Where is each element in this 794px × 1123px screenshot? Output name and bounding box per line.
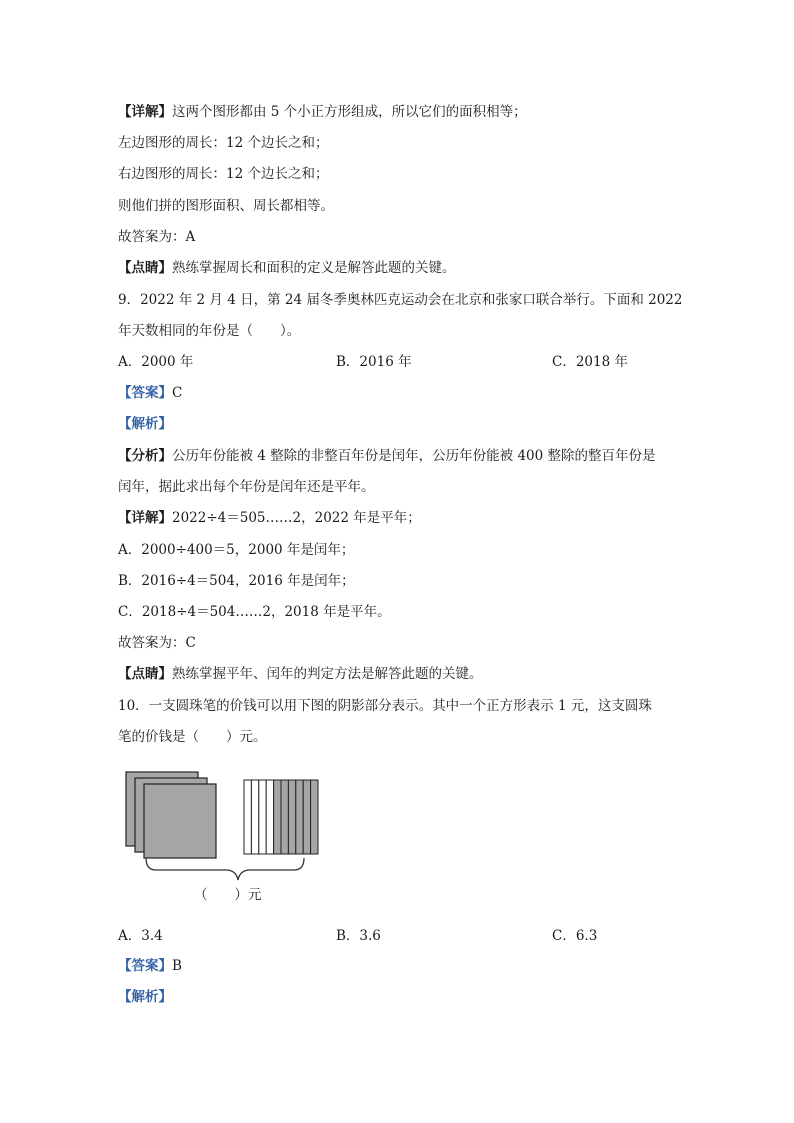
q9-detail-a: A．2000÷400＝5，2000 年是闰年； bbox=[118, 542, 355, 558]
tenth-column bbox=[281, 780, 288, 854]
q10-answer bbox=[118, 956, 182, 976]
tenth-column bbox=[244, 780, 251, 854]
price-figure bbox=[118, 766, 338, 906]
comment-text: 熟练掌握周长和面积的定义是解答此题的关键。 bbox=[172, 260, 456, 276]
q9-option-c: C．2018 年 bbox=[552, 354, 628, 370]
detail-text: 这两个图形都由 5 个小正方形组成，所以它们的面积相等； bbox=[172, 104, 527, 120]
analysis-text: 公历年份能被 4 整除的非整百年份是闰年，公历年份能被 400 整除的整百年份是 bbox=[172, 448, 656, 464]
q9-jiexi: 【解析】 bbox=[118, 416, 172, 432]
q10-option-a: A．3.4 bbox=[118, 928, 163, 944]
tag-comment: 【点睛】 bbox=[118, 260, 172, 276]
answer-value: C bbox=[172, 385, 183, 401]
q9-analysis-1 bbox=[118, 446, 656, 466]
q9-answer bbox=[118, 383, 182, 403]
q10-option-c: C．6.3 bbox=[552, 928, 598, 944]
question-10-line-2: 笔的价钱是（ ）元。 bbox=[118, 729, 267, 745]
q10-option-b: B．3.6 bbox=[336, 928, 381, 944]
question-10-line-1: 10．一支圆珠笔的价钱可以用下图的阴影部分表示。其中一个正方形表示 1 元，这支圆珠 bbox=[118, 698, 652, 714]
tag-detail-9: 【详解】 bbox=[118, 510, 172, 526]
line-detail-1 bbox=[118, 102, 527, 122]
tag-comment-9: 【点睛】 bbox=[118, 666, 172, 682]
q10-jiexi: 【解析】 bbox=[118, 989, 172, 1005]
tenth-column bbox=[274, 780, 281, 854]
q9-analysis-2: 闰年，据此求出每个年份是闰年还是平年。 bbox=[118, 479, 375, 495]
comment-9-text: 熟练掌握平年、闰年的判定方法是解答此题的关键。 bbox=[172, 666, 483, 682]
tag-detail: 【详解】 bbox=[118, 104, 172, 120]
answer-value-10: B bbox=[172, 958, 182, 974]
tenth-column bbox=[296, 780, 303, 854]
line-comment-prev bbox=[118, 258, 456, 278]
question-9-line-1: 9．2022 年 2 月 4 日，第 24 届冬季奥林匹克运动会在北京和张家口联合举行。下面和 2022 bbox=[118, 292, 683, 308]
answer-label-10: 【答案】 bbox=[118, 958, 172, 974]
tenth-column bbox=[251, 780, 258, 854]
q9-option-a: A．2000 年 bbox=[118, 354, 194, 370]
figure-caption: （ ）元 bbox=[194, 887, 262, 903]
q9-comment bbox=[118, 664, 483, 684]
detail-9-text: 2022÷4＝505……2，2022 年是平年； bbox=[172, 510, 421, 526]
q9-detail-b: B．2016÷4＝504，2016 年是闰年； bbox=[118, 573, 355, 589]
q9-option-b: B．2016 年 bbox=[336, 354, 412, 370]
tenth-column bbox=[259, 780, 266, 854]
q9-detail bbox=[118, 508, 421, 528]
line-conclusion: 则他们拼的图形面积、周长都相等。 bbox=[118, 198, 334, 214]
tenth-column bbox=[288, 780, 295, 854]
tenth-column bbox=[303, 780, 310, 854]
tenth-column bbox=[266, 780, 273, 854]
line-answer-prev: 故答案为：A bbox=[118, 229, 196, 245]
tenths-strip bbox=[244, 780, 318, 854]
answer-label: 【答案】 bbox=[118, 385, 172, 401]
q9-detail-c: C．2018÷4＝504……2，2018 年是平年。 bbox=[118, 604, 391, 620]
line-left-perimeter: 左边图形的周长：12 个边长之和； bbox=[118, 135, 329, 151]
tag-analysis: 【分析】 bbox=[118, 448, 172, 464]
brace bbox=[146, 858, 304, 880]
unit-square bbox=[144, 784, 216, 858]
tenth-column bbox=[311, 780, 318, 854]
q9-final-answer: 故答案为：C bbox=[118, 635, 196, 651]
line-right-perimeter: 右边图形的周长：12 个边长之和； bbox=[118, 166, 329, 182]
question-9-line-2: 年天数相同的年份是（ ）。 bbox=[118, 323, 301, 339]
full-squares-stack bbox=[126, 772, 216, 858]
